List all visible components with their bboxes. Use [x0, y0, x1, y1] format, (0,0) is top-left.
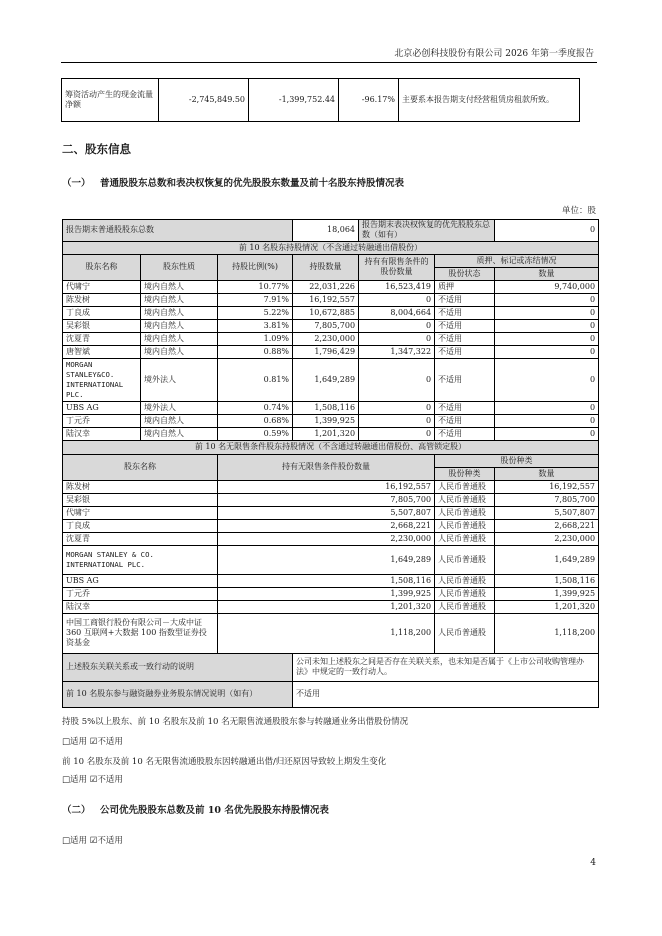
holder-restricted: 8,004,664	[359, 306, 435, 319]
u-holder-name: 丁良成	[63, 519, 218, 532]
note-2-options	[62, 773, 123, 785]
header-status: 股份状态	[435, 267, 495, 280]
cashflow-reason: 主要系本报告期支付经营租赁房租款所致。	[399, 79, 580, 122]
unrestricted-caption: 前 10 名无限售条件股东持股情况（不含通过转融通出借股份、高管锁定股）	[63, 440, 599, 454]
top10-caption-row	[63, 241, 599, 254]
unrestricted-header-row	[63, 454, 599, 467]
unrestricted-body	[63, 480, 599, 653]
top10-row	[63, 345, 599, 358]
holder-nature: 境外法人	[141, 358, 218, 401]
u-holder-qty: 1,508,116	[218, 574, 435, 587]
unrestricted-row	[63, 480, 599, 493]
u-holder-kind: 人民币普通股	[435, 519, 495, 532]
u-holder-qty: 1,399,925	[218, 587, 435, 600]
holder-nature: 境内自然人	[141, 427, 218, 440]
holder-qty: 2,230,000	[293, 332, 359, 345]
holder-status: 不适用	[435, 306, 495, 319]
holder-nature: 境内自然人	[141, 280, 218, 293]
relations-row	[63, 653, 599, 681]
u-holder-qty: 2,230,000	[218, 532, 435, 545]
note-1: 持股 5%以上股东、前 10 名股东及前 10 名无限售流通股股东参与转融通业务出借股份情况	[62, 717, 409, 727]
relations-text: 公司未知上述股东之间是否存在关联关系，也未知是否属于《上市公司收购管理办法》中规定的一致行动人。	[293, 653, 599, 681]
holder-nature: 境内自然人	[141, 306, 218, 319]
top10-row	[63, 293, 599, 306]
margin-label: 前 10 名股东参与融资融券业务股东情况说明（如有）	[63, 681, 293, 707]
holder-name: 吴彩银	[63, 319, 141, 332]
top10-row	[63, 319, 599, 332]
holder-status: 不适用	[435, 401, 495, 414]
holder-ratio: 7.91%	[218, 293, 293, 306]
holder-status: 不适用	[435, 332, 495, 345]
subsection-1-prefix: （一）	[62, 178, 91, 189]
holder-qty: 1,399,925	[293, 414, 359, 427]
holder-amount: 0	[495, 358, 599, 401]
unrestricted-row	[63, 532, 599, 545]
u-header-kind: 股份种类	[435, 467, 495, 480]
holder-name: 代啸宁	[63, 280, 141, 293]
cashflow-change: -96.17%	[339, 79, 399, 122]
holder-ratio: 0.74%	[218, 401, 293, 414]
holder-name: 沈夏青	[63, 332, 141, 345]
holder-status: 不适用	[435, 345, 495, 358]
holder-status: 不适用	[435, 293, 495, 306]
holder-ratio: 5.22%	[218, 306, 293, 319]
holder-name: 唐智斌	[63, 345, 141, 358]
holder-nature: 境外法人	[141, 401, 218, 414]
header-nature: 股东性质	[141, 254, 218, 280]
holder-restricted: 0	[359, 414, 435, 427]
u-holder-kind: 人民币普通股	[435, 587, 495, 600]
relations-label: 上述股东关联关系或一致行动的说明	[63, 653, 293, 681]
note-1-applicable: □适用	[62, 737, 88, 747]
holder-ratio: 0.68%	[218, 414, 293, 427]
unrestricted-caption-row	[63, 440, 599, 454]
unrestricted-row	[63, 587, 599, 600]
section-title: 二、股东信息	[62, 142, 131, 156]
u-holder-kind: 人民币普通股	[435, 506, 495, 519]
holder-ratio: 0.59%	[218, 427, 293, 440]
unrestricted-row	[63, 600, 599, 613]
subsection-2-prefix: （二）	[62, 805, 91, 816]
holder-qty: 16,192,557	[293, 293, 359, 306]
holder-qty: 1,201,320	[293, 427, 359, 440]
pref-holders-label: 报告期末表决权恢复的优先股股东总数（如有）	[359, 220, 495, 242]
top10-row	[63, 401, 599, 414]
top10-row	[63, 414, 599, 427]
summary-row	[63, 220, 599, 242]
holder-amount: 9,740,000	[495, 280, 599, 293]
u-holder-kind: 人民币普通股	[435, 613, 495, 653]
top10-row	[63, 358, 599, 401]
holder-restricted: 0	[359, 319, 435, 332]
holder-name: 丁元乔	[63, 414, 141, 427]
u-holder-amount: 1,508,116	[495, 574, 599, 587]
header-name: 股东名称	[63, 254, 141, 280]
unrestricted-row	[63, 519, 599, 532]
header-pledge-group: 质押、标记或冻结情况	[435, 254, 599, 267]
u-holder-name: 丁元乔	[63, 587, 218, 600]
u-holder-qty: 2,668,221	[218, 519, 435, 532]
note-2-applicable: □适用	[62, 775, 88, 785]
u-holder-kind: 人民币普通股	[435, 480, 495, 493]
cashflow-row	[62, 79, 580, 122]
holder-restricted: 16,523,419	[359, 280, 435, 293]
top10-body	[63, 280, 599, 440]
total-holders-label: 报告期末普通股股东总数	[63, 220, 293, 242]
holder-qty: 10,672,885	[293, 306, 359, 319]
holder-restricted: 1,347,322	[359, 345, 435, 358]
header-restricted: 持有有限售条件的股份数量	[359, 254, 435, 280]
unrestricted-row	[63, 506, 599, 519]
holder-status: 不适用	[435, 427, 495, 440]
holder-ratio: 10.77%	[218, 280, 293, 293]
holder-name: 陆汉幸	[63, 427, 141, 440]
u-holder-amount: 7,805,700	[495, 493, 599, 506]
u-holder-name: 代啸宁	[63, 506, 218, 519]
top10-header-row	[63, 254, 599, 267]
cashflow-current: -2,745,849.50	[159, 79, 249, 122]
total-holders-value: 18,064	[293, 220, 359, 242]
u-header-kind-group: 股份种类	[435, 454, 599, 467]
top10-row	[63, 427, 599, 440]
unrestricted-row	[63, 574, 599, 587]
u-holder-amount: 5,507,807	[495, 506, 599, 519]
holder-restricted: 0	[359, 293, 435, 306]
header-qty: 持股数量	[293, 254, 359, 280]
note-1-options	[62, 735, 123, 747]
holder-amount: 0	[495, 293, 599, 306]
holder-ratio: 0.88%	[218, 345, 293, 358]
u-holder-name: 陆汉幸	[63, 600, 218, 613]
holder-qty: 7,805,700	[293, 319, 359, 332]
note-1-not-applicable: ☑不适用	[89, 737, 123, 747]
cashflow-label: 筹资活动产生的现金流量净额	[62, 79, 159, 122]
holder-ratio: 3.81%	[218, 319, 293, 332]
unit-label: 单位：股	[561, 206, 596, 216]
u-holder-kind: 人民币普通股	[435, 545, 495, 574]
margin-row	[63, 681, 599, 707]
holder-nature: 境内自然人	[141, 345, 218, 358]
u-holder-amount: 2,668,221	[495, 519, 599, 532]
u-holder-amount: 16,192,557	[495, 480, 599, 493]
holder-status: 不适用	[435, 319, 495, 332]
top10-row	[63, 280, 599, 293]
u-holder-amount: 1,201,320	[495, 600, 599, 613]
holder-restricted: 0	[359, 427, 435, 440]
margin-text: 不适用	[293, 681, 599, 707]
u-holder-name: 中国工商银行股份有限公司－大成中证 360 互联网+大数据 100 指数型证券投资基金	[63, 613, 218, 653]
subsection-1-title	[62, 175, 404, 189]
holder-restricted: 0	[359, 401, 435, 414]
u-holder-qty: 16,192,557	[218, 480, 435, 493]
u-holder-name: 吴彩银	[63, 493, 218, 506]
holder-ratio: 0.81%	[218, 358, 293, 401]
holder-status: 不适用	[435, 358, 495, 401]
sub2-not-applicable: ☑不适用	[89, 836, 123, 846]
u-holder-qty: 1,201,320	[218, 600, 435, 613]
pref-holders-value: 0	[495, 220, 599, 242]
holder-status: 不适用	[435, 414, 495, 427]
u-holder-qty: 5,507,807	[218, 506, 435, 519]
u-holder-qty: 1,649,289	[218, 545, 435, 574]
holder-amount: 0	[495, 306, 599, 319]
cashflow-previous: -1,399,752.44	[249, 79, 339, 122]
u-holder-name: 沈夏青	[63, 532, 218, 545]
holder-name: 陈发树	[63, 293, 141, 306]
holder-amount: 0	[495, 401, 599, 414]
holder-qty: 22,031,226	[293, 280, 359, 293]
top10-caption: 前 10 名股东持股情况（不含通过转融通出借股份）	[63, 241, 599, 254]
holder-nature: 境内自然人	[141, 332, 218, 345]
holder-amount: 0	[495, 427, 599, 440]
subsection-2-title	[62, 802, 329, 816]
holder-nature: 境内自然人	[141, 319, 218, 332]
note-2: 前 10 名股东及前 10 名无限售流通股股东因转融通出借/归还原因导致较上期发生变化	[62, 757, 387, 767]
u-header-qty: 持有无限售条件股份数量	[218, 454, 435, 480]
subsection-1-text: 普通股股东总数和表决权恢复的优先股股东数量及前十名股东持股情况表	[100, 178, 405, 189]
holder-ratio: 1.09%	[218, 332, 293, 345]
u-header-amount: 数量	[495, 467, 599, 480]
unrestricted-row	[63, 493, 599, 506]
holder-qty: 1,508,116	[293, 401, 359, 414]
u-holder-kind: 人民币普通股	[435, 600, 495, 613]
header-amount: 数量	[495, 267, 599, 280]
u-holder-name: 陈发树	[63, 480, 218, 493]
holder-restricted: 0	[359, 358, 435, 401]
holder-amount: 0	[495, 332, 599, 345]
holder-name: 丁良成	[63, 306, 141, 319]
cashflow-table	[61, 78, 580, 122]
u-holder-qty: 7,805,700	[218, 493, 435, 506]
subsection-2-text: 公司优先股股东总数及前 10 名优先股股东持股情况表	[100, 805, 329, 816]
u-holder-kind: 人民币普通股	[435, 574, 495, 587]
shareholder-table	[62, 219, 599, 708]
u-holder-amount: 1,399,925	[495, 587, 599, 600]
holder-qty: 1,796,429	[293, 345, 359, 358]
sub2-applicable: □适用	[62, 836, 88, 846]
page-header: 北京必创科技股份有限公司 2026 年第一季度报告	[394, 49, 594, 59]
top10-row	[63, 332, 599, 345]
page-number: 4	[590, 858, 596, 868]
holder-amount: 0	[495, 414, 599, 427]
u-holder-qty: 1,118,200	[218, 613, 435, 653]
u-holder-kind: 人民币普通股	[435, 532, 495, 545]
unrestricted-row	[63, 545, 599, 574]
u-holder-amount: 2,230,000	[495, 532, 599, 545]
holder-nature: 境内自然人	[141, 414, 218, 427]
holder-qty: 1,649,289	[293, 358, 359, 401]
header-rule	[61, 62, 597, 63]
u-holder-amount: 1,118,200	[495, 613, 599, 653]
u-holder-kind: 人民币普通股	[435, 493, 495, 506]
u-header-name: 股东名称	[63, 454, 218, 480]
holder-amount: 0	[495, 345, 599, 358]
sub2-options	[62, 834, 123, 846]
header-ratio: 持股比例(%)	[218, 254, 293, 280]
top10-row	[63, 306, 599, 319]
unrestricted-row	[63, 613, 599, 653]
u-holder-name: UBS AG	[63, 574, 218, 587]
holder-name: UBS AG	[63, 401, 141, 414]
u-holder-name: MORGAN STANLEY & CO. INTERNATIONAL PLC.	[63, 545, 218, 574]
note-2-not-applicable: ☑不适用	[89, 775, 123, 785]
holder-status: 质押	[435, 280, 495, 293]
holder-nature: 境内自然人	[141, 293, 218, 306]
holder-amount: 0	[495, 319, 599, 332]
holder-restricted: 0	[359, 332, 435, 345]
holder-name: MORGAN STANLEY&CO. INTERNATIONAL PLC.	[63, 358, 141, 401]
u-holder-amount: 1,649,289	[495, 545, 599, 574]
